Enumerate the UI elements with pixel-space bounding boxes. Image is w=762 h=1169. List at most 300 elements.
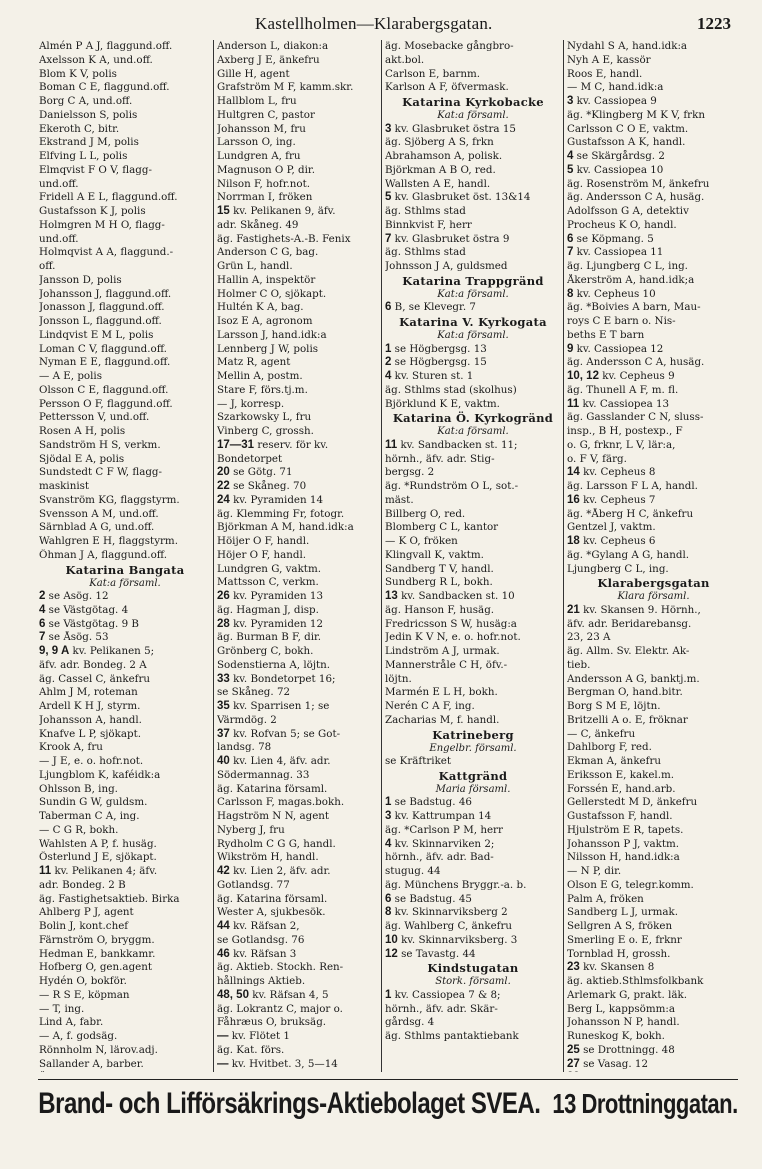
directory-entry [39, 728, 211, 742]
directory-entry [385, 838, 561, 852]
entry-text: Szarkowsky L, fru [217, 411, 312, 424]
directory-entry [39, 549, 211, 563]
house-number: 48, 50 [217, 988, 249, 1001]
entry-text: — C, änkefru [567, 727, 636, 740]
house-number: 33 [217, 672, 230, 685]
directory-entry [39, 686, 211, 700]
house-number: 9, 9 A [39, 645, 70, 657]
directory-entry [217, 755, 379, 769]
directory-entry [385, 810, 561, 824]
directory-entry [385, 205, 561, 219]
entry-text [217, 1071, 284, 1072]
house-number: 8 [385, 906, 392, 919]
entry-text: Nilson F, hofr.not. [217, 177, 311, 190]
entry-text: — N P, dir. [567, 865, 622, 877]
house-number: 20 [217, 466, 230, 479]
entry-text: äg. Hagman J, disp. [217, 603, 319, 616]
directory-entry [385, 700, 561, 714]
directory-entry [217, 480, 379, 494]
entry-text: Eriksson E, kakel.m. [567, 768, 675, 781]
house-number: 25 [567, 1043, 580, 1056]
directory-entry [217, 714, 379, 728]
house-number: 37 [217, 727, 230, 740]
entry-text: Sundin G W, guldsm. [39, 796, 148, 809]
house-number: 44 [217, 920, 230, 932]
entry-text: äg. Ljungberg C L, ing. [567, 260, 688, 272]
entry-text: Hallin A, inspektör [217, 273, 316, 286]
directory-entry [567, 824, 740, 838]
entry-text: Ekeroth C, bitr. [39, 122, 120, 135]
house-number: 1 [385, 796, 392, 809]
directory-entry [385, 260, 561, 274]
entry-text: äg. Wahlberg C, änkefru [385, 920, 513, 932]
entry-text: Johansson M, fru [217, 122, 306, 135]
directory-entry [567, 274, 740, 288]
entry-text: Svensson A M, und.off. [39, 507, 159, 520]
directory-entry [567, 150, 740, 164]
entry-text: Elfving L L, polis [39, 150, 128, 162]
entry-text: Olson E G, telegr.komm. [567, 878, 694, 891]
entry-text: — K O, fröken [385, 535, 458, 547]
directory-entry [385, 68, 561, 82]
directory-entry [385, 824, 561, 838]
directory-entry [217, 260, 379, 274]
directory-entry [567, 68, 740, 82]
directory-entry [567, 920, 740, 934]
entry-text: äg. Burman B F, dir. [217, 631, 322, 644]
entry-text: Wester A, sjukbesök. [217, 906, 326, 919]
entry-text: Svanström KG, flaggstyrm. [39, 493, 180, 506]
directory-columns [36, 40, 742, 1072]
entry-text: se Drottningg. 48 [579, 1043, 675, 1056]
entry-text: äfv. adr. Beridarebansg. [567, 617, 692, 630]
entry-text: äg. Sthlms stad [385, 246, 466, 259]
entry-text: Jonasson J, flaggund.off. [39, 301, 165, 314]
house-number: 1 [385, 342, 392, 355]
directory-entry [217, 288, 379, 302]
entry-text: — A E, polis [39, 370, 103, 382]
entry-text: äg. Thunell A F, m. fl. [567, 383, 679, 396]
entry-text: kv. Skinnarviksberg 2 [391, 906, 508, 919]
directory-entry [385, 233, 561, 247]
directory-entry [385, 494, 561, 508]
entry-text: Sellgren A S, fröken [567, 920, 673, 932]
entry-text: Sandberg T V, handl. [385, 562, 494, 575]
entry-text: Mellin A, postm. [217, 370, 303, 382]
directory-entry [385, 191, 561, 205]
entry-text: — J, korresp. [217, 397, 285, 410]
directory-entry [385, 466, 561, 480]
directory-entry [39, 40, 211, 54]
entry-text: kv. Sparrisen 1; se [229, 700, 330, 712]
directory-entry [217, 1058, 379, 1072]
entry-text: äg. *Åberg H C, änkefru [567, 507, 694, 520]
directory-entry [567, 191, 740, 205]
entry-text: äg. Hanson F, husäg. [385, 603, 495, 616]
directory-entry [385, 604, 561, 618]
directory-entry [385, 508, 561, 522]
entry-text: Färnström O, bryggm. [39, 933, 155, 946]
entry-text: — C G R, bokh. [39, 823, 119, 836]
directory-entry [39, 604, 211, 618]
directory-entry [217, 989, 379, 1003]
directory-entry [567, 906, 740, 920]
entry-text: — M C, hand.idk:a [567, 81, 664, 94]
entry-text: Nilsson H, hand.idk:a [567, 851, 680, 864]
entry-text: kv. Cepheus 8 [579, 466, 656, 479]
entry-text [39, 1071, 147, 1072]
directory-entry [217, 838, 379, 852]
entry-text: Sandström H S, verkm. [39, 438, 161, 451]
entry-text: Grün L, handl. [217, 260, 293, 272]
directory-entry [385, 631, 561, 645]
house-number: 7 [567, 246, 574, 259]
entry-text: äg. Aktieb. Stockh. Ren- [217, 961, 344, 974]
directory-entry [217, 906, 379, 920]
house-number: 3 [385, 122, 392, 135]
directory-entry [217, 851, 379, 865]
directory-entry [39, 54, 211, 68]
directory-entry [39, 755, 211, 769]
directory-entry [385, 590, 561, 604]
house-number: 7 [385, 232, 392, 245]
directory-entry [567, 1044, 740, 1058]
directory-entry [39, 150, 211, 164]
directory-entry [567, 796, 740, 810]
entry-text: se Skåneg. 72 [217, 686, 291, 699]
directory-entry [217, 370, 379, 384]
parish-subheading: Klara församl. [617, 591, 690, 603]
entry-text: äg. Gasslander C N, sluss- [567, 411, 704, 424]
directory-entry [217, 508, 379, 522]
directory-entry [567, 700, 740, 714]
directory-entry [567, 673, 740, 687]
entry-text: Larsson O, ing. [217, 136, 296, 149]
directory-entry [39, 370, 211, 384]
entry-text: äg. Katarina församl. [217, 892, 328, 905]
entry-text: tieb. [567, 658, 591, 671]
directory-entry [217, 686, 379, 700]
entry-text: Nyh A E, kassör [567, 53, 651, 66]
entry-text: äg. Katarina församl. [217, 782, 328, 795]
entry-text: se Vasag. 12 [579, 1057, 649, 1070]
entry-text: landsg. 78 [217, 741, 272, 754]
page-title: Kastellholmen—Klarabergsgatan. [255, 14, 493, 33]
entry-text: Lundgren G, vaktm. [217, 562, 321, 575]
house-number: 40 [217, 755, 230, 767]
directory-entry [385, 673, 561, 687]
directory-entry [567, 989, 740, 1003]
entry-text: kv. Cepheus 7 [579, 493, 656, 506]
directory-entry [39, 219, 211, 233]
directory-entry [567, 81, 740, 95]
directory-entry [39, 274, 211, 288]
directory-entry [217, 521, 379, 535]
entry-text: Österlund J E, sjökapt. [39, 851, 157, 864]
street-heading: Katarina Bangata [65, 562, 185, 577]
house-number: 24 [217, 493, 230, 506]
entry-text: äg. Sthlms pantaktiebank [385, 1030, 519, 1042]
entry-text: Abrahamson A, polisk. [385, 150, 503, 162]
entry-text: Gotlandsg. 77 [217, 878, 290, 891]
entry-text: Karlson A F, öfvermask. [385, 81, 509, 94]
house-number: 8 [567, 287, 574, 300]
directory-entry [567, 686, 740, 700]
directory-entry [567, 343, 740, 357]
directory-entry [39, 810, 211, 824]
entry-text: se Badstug. 45 [391, 892, 472, 905]
directory-entry [39, 95, 211, 109]
entry-text: — T, ing. [39, 1002, 85, 1015]
entry-text: Vinberg C, grossh. [217, 425, 314, 437]
directory-entry [567, 783, 740, 797]
entry-text: Elmqvist F O V, flagg- [39, 163, 152, 176]
directory-entry [385, 301, 561, 315]
directory-entry [567, 109, 740, 123]
entry-text: äg. Klemming Fr, fotogr. [217, 507, 345, 520]
directory-entry [567, 370, 740, 384]
directory-entry [39, 1030, 211, 1044]
entry-text: Björkman A M, hand.idk:a [217, 521, 354, 534]
directory-entry [385, 920, 561, 934]
directory-entry [39, 301, 211, 315]
directory-entry [39, 1071, 211, 1072]
entry-text: Bergman O, hand.bitr. [567, 686, 683, 699]
entry-text: Ahlm J M, roteman [39, 686, 138, 699]
directory-entry [217, 81, 379, 95]
directory-entry [39, 343, 211, 357]
entry-text: kv. Flötet 1 [228, 1030, 290, 1042]
directory-entry [567, 439, 740, 453]
directory-entry [567, 741, 740, 755]
directory-entry [567, 535, 740, 549]
street-heading: Katarina Kyrkobacke [402, 95, 544, 109]
house-number: 11 [385, 438, 398, 451]
directory-entry [567, 879, 740, 893]
entry-text: Nerén C A F, ing. [385, 700, 475, 712]
directory-entry [567, 356, 740, 370]
entry-text: Carlson E, barnm. [385, 67, 481, 80]
directory-entry [567, 398, 740, 412]
directory-entry [39, 68, 211, 82]
directory-entry [385, 178, 561, 192]
entry-text: Britzelli A o. E, fröknar [567, 713, 688, 726]
house-number: 13 [385, 590, 398, 602]
directory-entry [567, 1058, 740, 1072]
street-heading: Katarina V. Kyrkogata [399, 315, 547, 329]
entry-text: Hydén O, bokför. [39, 975, 127, 987]
directory-entry [385, 549, 561, 563]
entry-text: äg. Sjöberg A S, frkn [385, 136, 494, 149]
directory-entry [567, 301, 740, 315]
entry-text: Lindström A J, urmak. [385, 645, 500, 657]
directory-entry [385, 865, 561, 879]
directory-entry [39, 246, 211, 260]
directory-entry [385, 714, 561, 728]
entry-text: äg. Andersson C A, husäg. [567, 191, 705, 204]
directory-entry [385, 989, 561, 1003]
directory-entry [39, 879, 211, 893]
entry-text: Bolin J, kont.chef [39, 920, 129, 932]
entry-text: Palm A, fröken [567, 892, 644, 905]
entry-text: Sandberg L J, urmak. [567, 906, 679, 919]
directory-entry [217, 769, 379, 783]
directory-entry [217, 329, 379, 343]
directory-entry [567, 975, 740, 989]
entry-text: o. F V, färg. [567, 452, 627, 465]
directory-column-2 [214, 40, 382, 1072]
entry-text: äg. *Carlson P M, herr [385, 823, 503, 836]
entry-text: Ardell K H J, styrm. [39, 700, 141, 712]
directory-entry [567, 480, 740, 494]
entry-text: kv. Lien 2, äfv. adr. [229, 865, 331, 877]
street-heading: Kattgränd [438, 768, 508, 783]
house-number: 5 [385, 191, 392, 204]
entry-text: äg. aktieb.Sthlmsfolkbank [567, 975, 704, 987]
page-header [0, 14, 762, 36]
parish-subheading: Stork. församl. [435, 976, 511, 988]
directory-entry [217, 466, 379, 480]
house-number: 42 [217, 865, 230, 877]
entry-text: reserv. för kv. [254, 438, 329, 451]
entry-text: Johansson A, handl. [39, 713, 142, 726]
directory-entry [39, 508, 211, 522]
directory-entry [39, 356, 211, 370]
parish-subheading: Engelbr. församl. [429, 742, 517, 754]
entry-text: kv. Skinnarviken 2; [391, 837, 495, 850]
entry-text: se Gotlandsg. 76 [217, 933, 305, 946]
directory-entry [217, 425, 379, 439]
entry-text: Åkerström A, hand.idk;a [567, 273, 695, 286]
directory-entry [217, 590, 379, 604]
directory-entry [39, 1058, 211, 1072]
directory-entry [385, 81, 561, 95]
entry-text: Borg C A, und.off. [39, 95, 133, 107]
entry-text: Fridell A E L, flaggund.off. [39, 191, 178, 204]
directory-entry [217, 824, 379, 838]
directory-entry [567, 755, 740, 769]
directory-entry [217, 549, 379, 563]
entry-text: äfv. adr. Bondeg. 2 A [39, 658, 147, 671]
directory-entry [567, 810, 740, 824]
entry-text: und.off. [39, 177, 79, 190]
entry-text: äg. *Gylang A G, handl. [567, 548, 690, 561]
directory-entry [39, 411, 211, 425]
directory-entry [39, 1003, 211, 1017]
entry-text: Norrman I, fröken [217, 191, 313, 204]
entry-text: kv. Pyramiden 14 [229, 493, 324, 506]
directory-entry [567, 233, 740, 247]
entry-text: Stare F, förs.tj.m. [217, 383, 308, 396]
directory-entry [39, 920, 211, 934]
directory-entry [567, 164, 740, 178]
entry-text: Boman C E, flaggund.off. [39, 81, 170, 94]
entry-text: Ahlberg P J, agent [39, 906, 134, 919]
directory-entry [217, 1016, 379, 1030]
entry-text: Persson O F, flaggund.off. [39, 397, 173, 410]
entry-text: Lundgren A, fru [217, 150, 301, 162]
directory-entry [217, 205, 379, 219]
directory-entry [39, 329, 211, 343]
directory-entry [385, 480, 561, 494]
directory-entry [217, 384, 379, 398]
directory-entry [385, 219, 561, 233]
directory-entry [217, 398, 379, 412]
house-number: 16 [567, 493, 580, 506]
entry-text: Öhman J A, flaggund.off. [39, 548, 168, 561]
entry-text: Knafve L P, sjökapt. [39, 727, 142, 740]
entry-text: äg. Fastighetsaktieb. Birka [39, 892, 180, 905]
directory-entry [39, 851, 211, 865]
entry-text: äg. Fastighets-A.-B. Fenix [217, 232, 351, 245]
directory-entry [567, 494, 740, 508]
entry-text: Ohlsson B, ing. [39, 782, 118, 795]
directory-entry [217, 1071, 379, 1072]
entry-text: Gille H, agent [217, 67, 290, 80]
directory-entry [567, 1071, 740, 1072]
house-number: 4 [39, 603, 46, 616]
entry-text: bergsg. 2 [385, 466, 435, 479]
entry-text: äg. Lokrantz C, major o. [217, 1002, 343, 1015]
entry-text: Olsson C E, flaggund.off. [39, 383, 169, 396]
house-number: 3 [567, 95, 574, 107]
entry-text: Dahlborg F, red. [567, 741, 652, 754]
entry-text: stugug. 44 [385, 865, 441, 877]
entry-text: Mattsson C, verkm. [217, 576, 319, 589]
directory-entry [567, 288, 740, 302]
entry-text: kv. Pyramiden 12 [229, 617, 324, 630]
parish-subheading: Kat:a församl. [437, 288, 509, 300]
house-number: 4 [385, 837, 392, 850]
entry-text: se Köpmang. 5 [573, 232, 654, 245]
directory-entry [567, 205, 740, 219]
directory-entry [217, 700, 379, 714]
entry-text: kv. Glasbruket östra 15 [391, 122, 516, 135]
directory-entry [39, 796, 211, 810]
directory-entry [567, 604, 740, 618]
entry-text: Wallsten A E, handl. [385, 177, 491, 190]
entry-text: kv. Hvitbet. 3, 5—14 [228, 1057, 338, 1070]
entry-text: kv. Cassiopea 11 [573, 246, 664, 259]
entry-text: se Åsög. 53 [45, 631, 109, 644]
entry-text: äg. Rosenström M, änkefru [567, 177, 710, 190]
directory-entry [567, 659, 740, 673]
directory-entry [217, 150, 379, 164]
directory-column-4 [564, 40, 742, 1072]
directory-entry [567, 769, 740, 783]
house-number: 22 [217, 480, 230, 492]
entry-text: mäst. [385, 493, 414, 506]
directory-entry [217, 879, 379, 893]
entry-text: Runeskog K, bokh. [567, 1030, 665, 1042]
entry-text: se Skåneg. 70 [229, 480, 307, 492]
directory-entry [217, 865, 379, 879]
directory-entry [39, 948, 211, 962]
directory-entry [39, 136, 211, 150]
entry-text: kv. Räfsan 4, 5 [248, 988, 329, 1001]
entry-text: Sjödal E A, polis [39, 452, 125, 465]
entry-text: kv. Skansen 8 [579, 961, 655, 974]
directory-entry [567, 384, 740, 398]
entry-text: Grafström M F, kamm.skr. [217, 81, 354, 94]
directory-entry [385, 686, 561, 700]
house-number: 35 [217, 700, 230, 712]
directory-entry [385, 453, 561, 467]
directory-entry [217, 535, 379, 549]
entry-text: hållnings Aktieb. [217, 975, 306, 987]
entry-text: Jedin K V N, e. o. hofr.not. [385, 631, 521, 644]
directory-entry [385, 851, 561, 865]
